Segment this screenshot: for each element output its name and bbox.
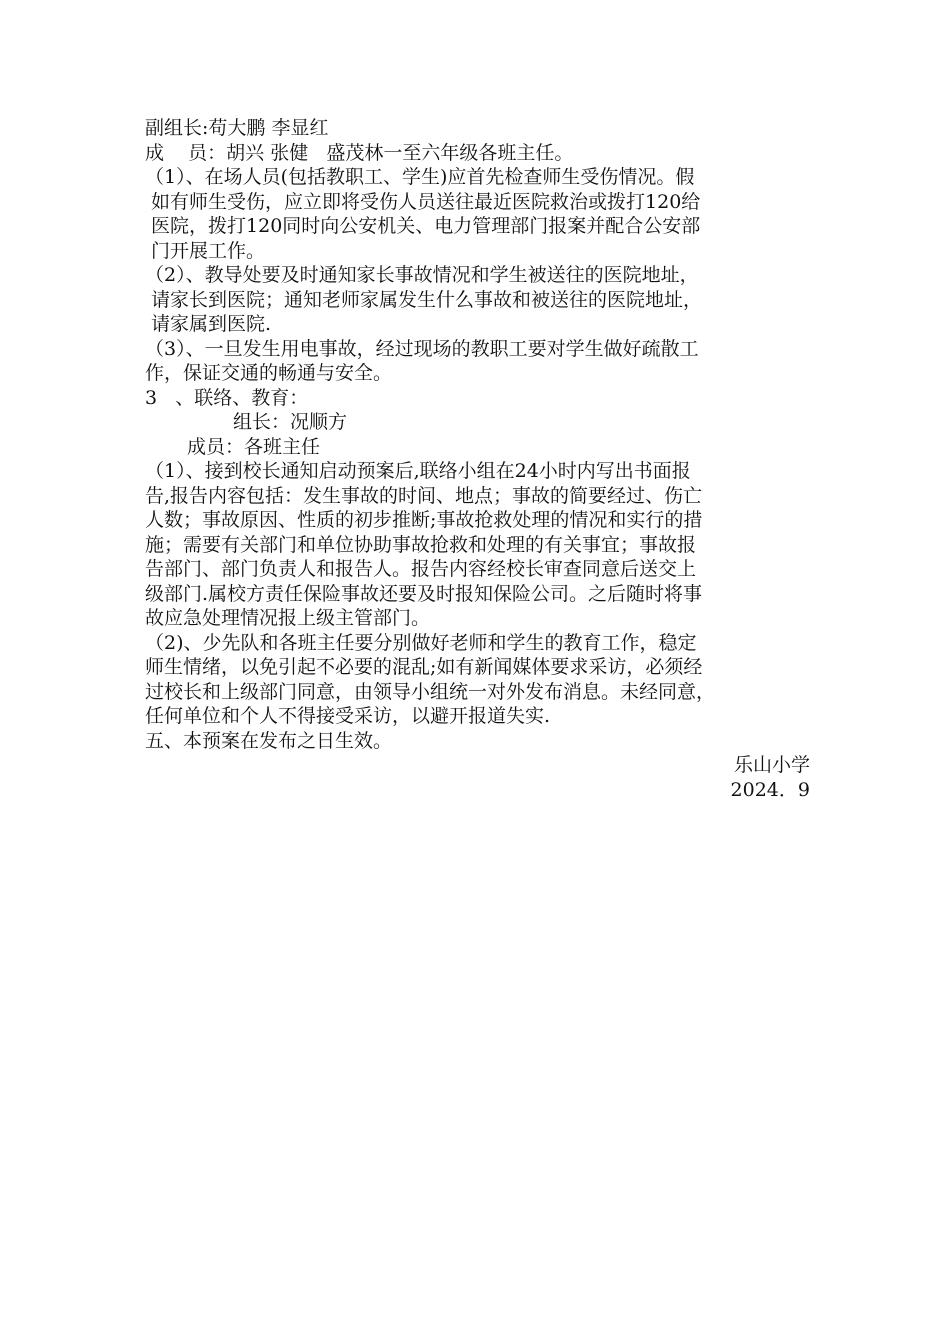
text-line: 医院，拨打120同时向公安机关、电力管理部门报案并配合公安部 xyxy=(145,215,701,237)
text-line: 门开展工作。 xyxy=(145,239,266,262)
text-line: 故应急处理情况报上级主管部门。 xyxy=(145,607,431,629)
text-line: 级部门.属校方责任保险事故还要及时报知保险公司。之后随时将事 xyxy=(145,582,703,605)
text-line: （1）、在场人员(包括教职工、学生)应首先检查师生受伤情况。假 xyxy=(145,166,695,188)
effective-clause: 五、本预案在发布之日生效。 xyxy=(145,729,393,752)
text-line: 师生情绪，以免引起不必要的混乱;如有新闻媒体要求采访，必须经 xyxy=(145,656,703,678)
signature-organization: 乐山小学 xyxy=(733,754,810,776)
text-line: 如有师生受伤，应立即将受伤人员送往最近医院救治或拨打120给 xyxy=(145,190,701,213)
text-line: （3）、一旦发生用电事故，经过现场的教职工要对学生做好疏散工 xyxy=(145,337,699,360)
text-line: 人数；事故原因、性质的初步推断;事故抢救处理的情况和实行的措 xyxy=(145,509,703,531)
section-heading: 3 、联络、教育： xyxy=(145,386,309,409)
deputy-leader-line: 副组长:苟大鹏 李显红 xyxy=(145,117,329,139)
document-body xyxy=(145,116,810,802)
text-line: 作，保证交通的畅通与安全。 xyxy=(145,362,393,384)
text-line: 过校长和上级部门同意，由领导小组统一对外发布消息。未经同意， xyxy=(145,680,716,703)
text-line: （1）、接到校长通知启动预案后,联络小组在24小时内写出书面报 xyxy=(145,460,691,482)
text-line: 施；需要有关部门和单位协助事故抢救和处理的有关事宜；事故报 xyxy=(145,533,697,556)
text-line: （2）、教导处要及时通知家长事故情况和学生被送往的医院地址， xyxy=(145,264,699,286)
text-line: 告部门、部门负责人和报告人。报告内容经校长审查同意后送交上 xyxy=(145,558,697,580)
text-line: 任何单位和个人不得接受采访，以避开报道失实. xyxy=(145,705,551,727)
group-leader-line: 组长：况顺方 xyxy=(233,411,348,433)
text-line: 请家长到医院；通知老师家属发生什么事故和被送往的医院地址， xyxy=(145,288,703,311)
members-line: 成 员：胡兴 张健 盛茂林一至六年级各班主任。 xyxy=(145,141,574,164)
signature-date: 2024．9 xyxy=(730,778,810,801)
text-line: 告,报告内容包括：发生事故的时间、地点；事故的简要经过、伤亡 xyxy=(145,484,703,507)
text-line: 请家属到医院. xyxy=(145,313,272,335)
text-line: （2)、少先队和各班主任要分别做好老师和学生的教育工作，稳定 xyxy=(145,631,697,654)
group-members-line: 成员：各班主任 xyxy=(187,435,321,458)
